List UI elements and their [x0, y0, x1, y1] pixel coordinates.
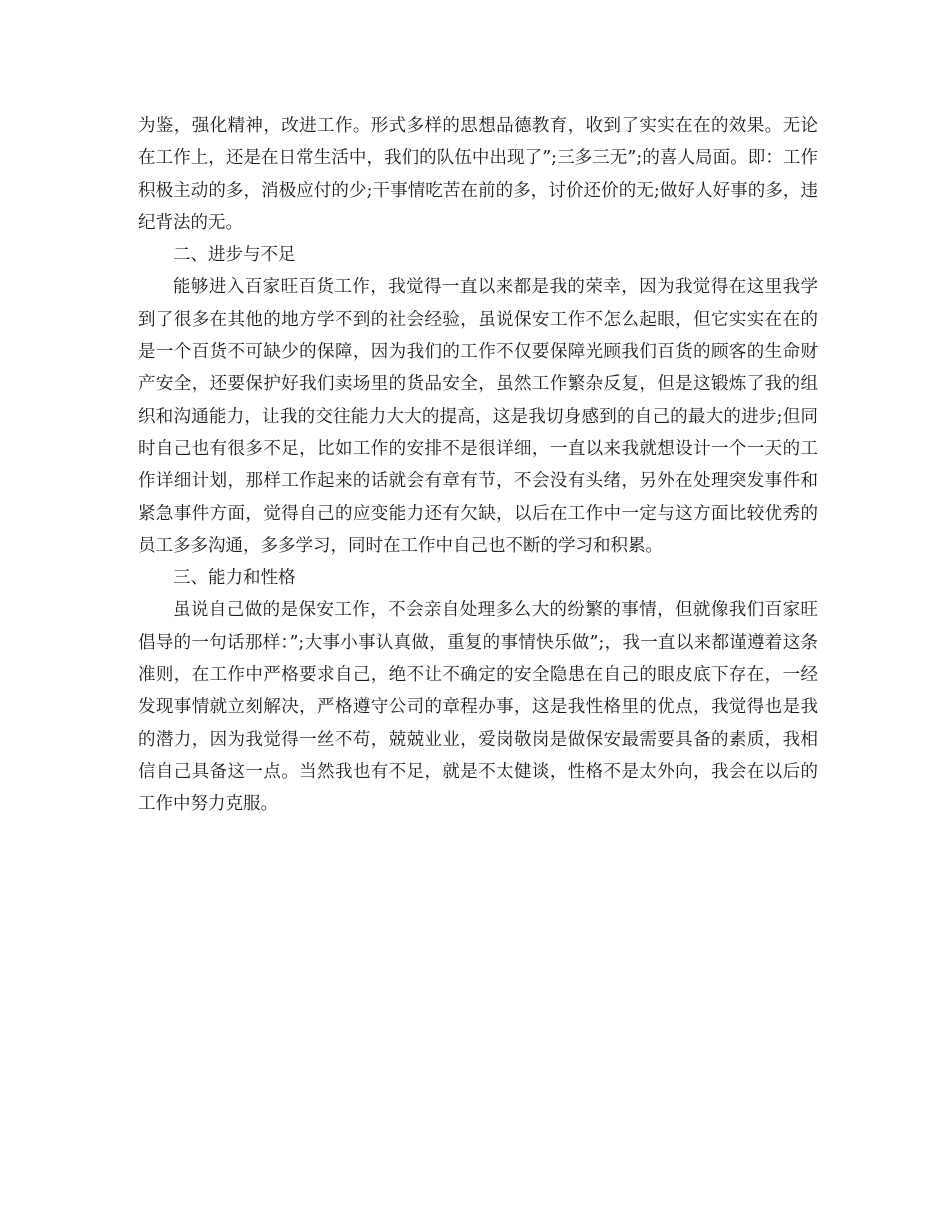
- document-body: [138, 110, 818, 821]
- paragraph-progress: 能够进入百家旺百货工作，我觉得一直以来都是我的荣幸，因为我觉得在这里我学到了很多在其他的地方学不到的社会经验，虽说保安工作不怎么起眼，但它实实在在的是一个百货不可缺少的保障，因为我们的工作不仅要保障光顾我们百货的顾客的生命财产安全，还要保护好我们卖场里的货品安全，虽然工作繁杂反复，但是这锻炼了我的组织和沟通能力，让我的交往能力大大的提高，这是我切身感到的自己的最大的进步;但同时自己也有很多不足，比如工作的安排不是很详细，一直以来我就想设计一个一天的工作详细计划，那样工作起来的话就会有章有节，不会没有头绪，另外在处理突发事件和紧急事件方面，觉得自己的应变能力还有欠缺，以后在工作中一定与这方面比较优秀的员工多多沟通，多多学习，同时在工作中自己也不断的学习和积累。: [138, 277, 818, 556]
- section-heading-progress: 二、进步与不足: [173, 245, 296, 266]
- section-heading-ability: 三、能力和性格: [173, 568, 296, 589]
- paragraph-continuation: 为鉴，强化精神，改进工作。形式多样的思想品德教育，收到了实实在在的效果。无论在工作上，还是在日常生活中，我们的队伍中出现了”;三多三无”;的喜人局面。即：工作积极主动的多，消极应付的少;干事情吃苦在前的多，讨价还价的无;做好人好事的多，违纪背法的无。: [138, 116, 818, 233]
- paragraph-ability: 虽说自己做的是保安工作，不会亲自处理多么大的纷繁的事情，但就像我们百家旺倡导的一句话那样：”;大事小事认真做，重复的事情快乐做”;，我一直以来都谨遵着这条准则，在工作中严格要求自己，绝不让不确定的安全隐患在自己的眼皮底下存在，一经发现事情就立刻解决，严格遵守公司的章程办事，这是我性格里的优点，我觉得也是我的潜力，因为我觉得一丝不苟，兢兢业业，爱岗敬岗是做保安最需要具备的素质，我相信自己具备这一点。当然我也有不足，就是不太健谈，性格不是太外向，我会在以后的工作中努力克服。: [138, 600, 818, 815]
